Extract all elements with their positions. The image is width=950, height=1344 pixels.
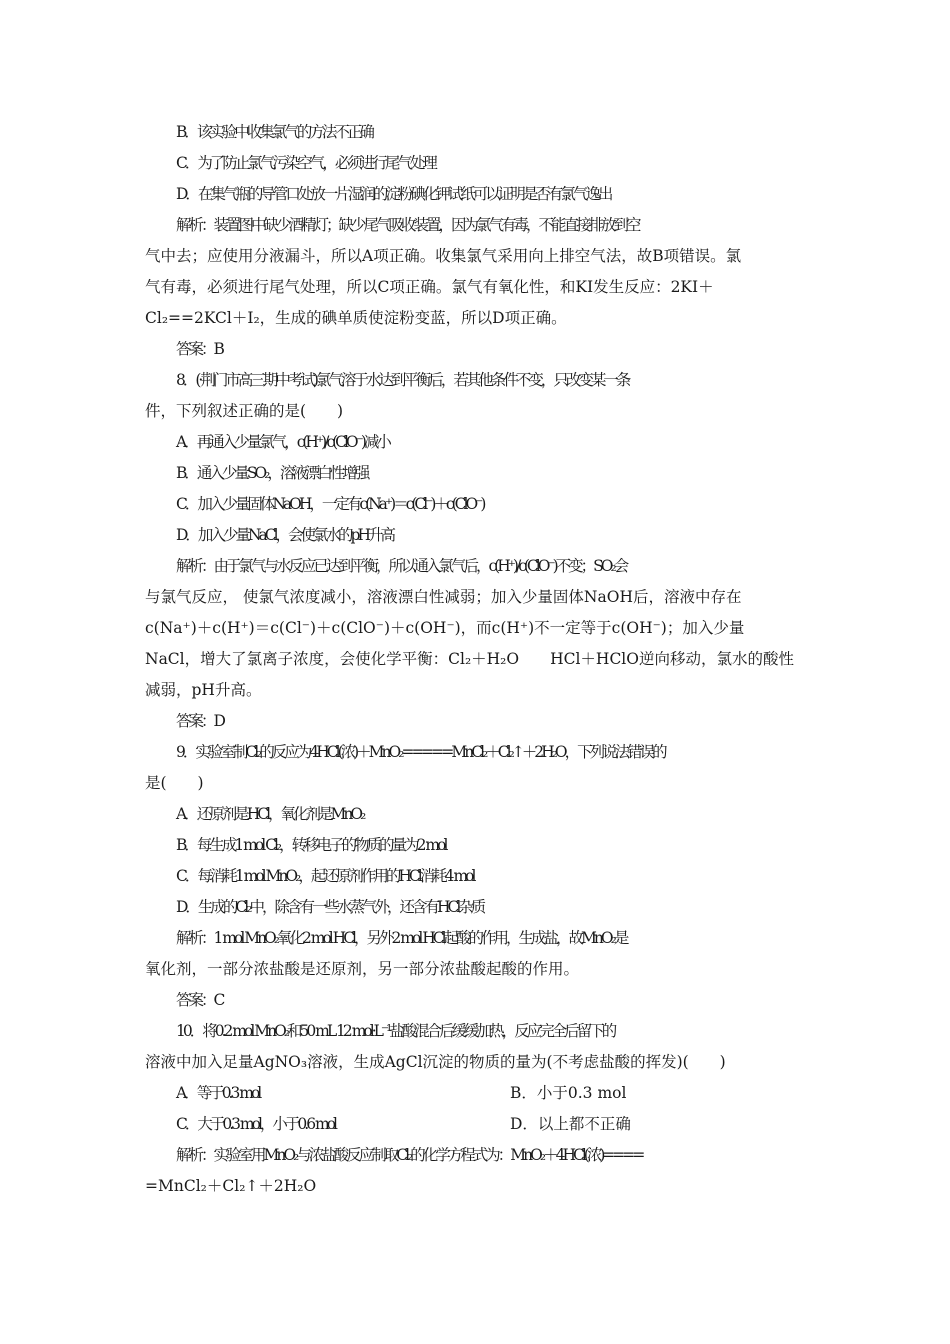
question-9-line2: 是( ) bbox=[145, 774, 204, 792]
analysis-q8-line5: 减弱，pH升高。 bbox=[145, 681, 262, 699]
analysis-q9-line1: 解析：1 mol MnO₂氧化2 mol HCl，另外2 mol HCl起酸的作用，生成盐，故MnO₂是 bbox=[176, 929, 627, 947]
analysis-q8-line2: 与氯气反应， 使氯气浓度减小，溶液漂白性减弱；加入少量固体NaOH后，溶液中存在 bbox=[145, 588, 742, 606]
answer-q7: 答案：B bbox=[176, 340, 222, 358]
analysis-q9-line2: 氧化剂，一部分浓盐酸是还原剂，另一部分浓盐酸起酸的作用。 bbox=[145, 960, 580, 978]
question-10-line2: 溶液中加入足量AgNO₃溶液，生成AgCl沉淀的物质的量为(不考虑盐酸的挥发)( ) bbox=[145, 1053, 726, 1071]
option-b-q7: B．该实验中收集氯气的方法不正确 bbox=[176, 123, 372, 141]
answer-q9: 答案：C bbox=[176, 991, 223, 1009]
option-c-q9: C．每消耗1 mol MnO₂，起还原剂作用的HCl消耗4 mol bbox=[176, 867, 474, 885]
option-d-q7: D．在集气瓶的导管口处放一片湿润的淀粉碘化钾试纸可以证明是否有氯气逸出 bbox=[176, 185, 611, 203]
option-b-q10: B．小于0.3 mol bbox=[510, 1084, 627, 1102]
option-d-q8: D．加入少量NaCl，会使氯水的pH升高 bbox=[176, 526, 393, 544]
option-c-q8: C．加入少量固体NaOH，一定有c(Na⁺)＝c(Cl⁻)＋c(ClO⁻) bbox=[176, 495, 484, 513]
question-10-line1: 10．将0.2 mol MnO₂和50 mL 12 mol·L⁻¹盐酸混合后缓缓加热，反应完全后留下的 bbox=[176, 1022, 615, 1040]
analysis-q8-line4: NaCl，增大了氯离子浓度，会使化学平衡：Cl₂＋H₂O HCl＋HClO逆向移动，氯水的酸性 bbox=[145, 650, 794, 668]
analysis-q7-line3: 气有毒，必须进行尾气处理，所以C项正确。氯气有氧化性，和KI发生反应：2KI＋ bbox=[145, 278, 714, 296]
analysis-q7-line4: Cl₂==2KCl＋I₂，生成的碘单质使淀粉变蓝，所以D项正确。 bbox=[145, 309, 567, 327]
analysis-q10-line2: =MnCl₂＋Cl₂↑＋2H₂O bbox=[145, 1177, 317, 1195]
option-c-q10: C．大于0.3 mol，小于0.6 mol bbox=[176, 1115, 335, 1133]
question-8-line2: 件，下列叙述正确的是( ) bbox=[145, 402, 344, 420]
option-d-q10: D．以上都不正确 bbox=[510, 1115, 631, 1133]
option-d-q9: D．生成的Cl₂中，除含有一些水蒸气外，还含有HCl杂质 bbox=[176, 898, 484, 916]
option-c-q7: C．为了防止氯气污染空气，必须进行尾气处理 bbox=[176, 154, 435, 172]
analysis-q8-line1: 解析：由于氯气与水反应已达到平衡，所以通入氯气后，c(H⁺)/c(ClO⁻)不变；SO₂会 bbox=[176, 557, 627, 575]
question-8-line1: 8．(·荆门市高三期中考试)氯气溶于水达到平衡后，若其他条件不变，只改变某一条 bbox=[176, 371, 629, 389]
analysis-q10-line1: 解析：实验室用MnO₂与浓盐酸反应制取Cl₂的化学方程式为：MnO₂＋4HCl(浓)==== bbox=[176, 1146, 643, 1164]
option-b-q8: B．通入少量SO₂，溶液漂白性增强 bbox=[176, 464, 368, 482]
option-a-q9: A．还原剂是HCl，氧化剂是MnO₂ bbox=[176, 805, 364, 823]
question-9-line1: 9．实验室制Cl₂的反应为4HCl(浓)＋MnO₂=====MnCl₂＋Cl₂↑＋2H₂O，下列说法错误的 bbox=[176, 743, 665, 761]
analysis-q7-line2: 气中去；应使用分液漏斗，所以A项正确。收集氯气采用向上排空气法，故B项错误。氯 bbox=[145, 247, 742, 265]
analysis-q8-line3: c(Na⁺)＋c(H⁺)＝c(Cl⁻)＋c(ClO⁻)＋c(OH⁻)，而c(H⁺)不一定等于c(OH⁻)；加入少量 bbox=[145, 619, 745, 637]
option-a-q8: A．再通入少量氯气，c(H⁺)/c(ClO⁻)减小 bbox=[176, 433, 389, 451]
option-b-q9: B．每生成1 mol Cl₂，转移电子的物质的量为2 mol bbox=[176, 836, 446, 854]
option-a-q10: A．等于0.3 mol bbox=[176, 1084, 260, 1102]
answer-q8: 答案：D bbox=[176, 712, 223, 730]
analysis-q7-line1: 解析：装置图中缺少酒精灯；缺少尾气吸收装置，因为氯气有毒，不能直接排放到空 bbox=[176, 216, 639, 234]
